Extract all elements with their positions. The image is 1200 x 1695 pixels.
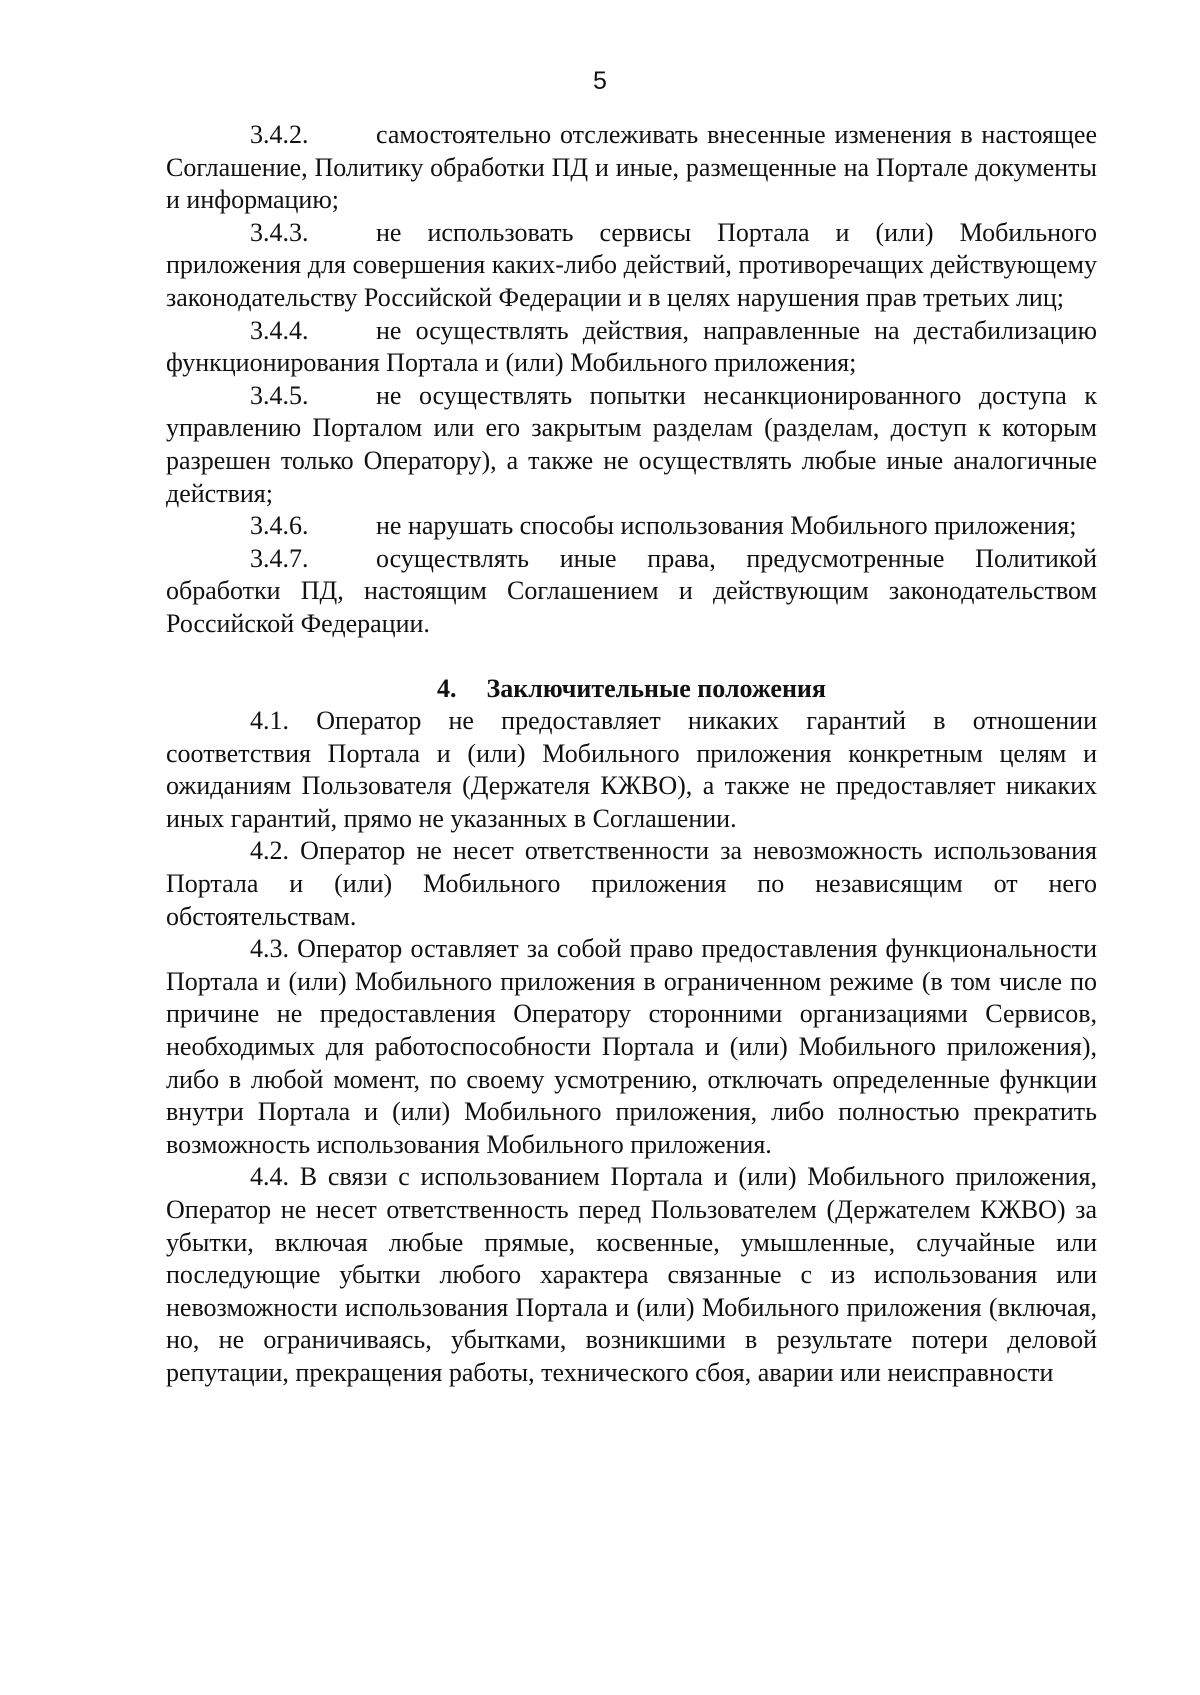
section-number: 4. xyxy=(437,673,457,703)
clause-text: не использовать сервисы Портала и (или) Мобильного приложения для совершения каких-либо действий, противоречащих действующему законодательству Российской Федерации и в целях нарушения прав третьих лиц; xyxy=(166,217,1097,312)
clause-number: 3.4.5. xyxy=(250,380,309,410)
section-title: Заключительные положения xyxy=(486,673,826,703)
section-heading xyxy=(166,673,1097,706)
clause-3-4-5 xyxy=(166,380,1097,510)
clause-4-2: 4.2. Оператор не несет ответственности за невозможность использования Портала и (или) Мобильного приложения по независящим от него обстоятельствам. xyxy=(166,836,1097,931)
clause-4-3: 4.3. Оператор оставляет за собой право предоставления функциональности Портала и (или) Мобильного приложения в ограниченном режиме (в том числе по причине не предоставления Оператору сторонними организациями Сервисов, необходимых для работоспособности Портала и (или) Мобильного приложения), либо в любой момент, по своему усмотрению, отключать определенные функции внутри Портала и (или) Мобильного приложения, либо полностью прекратить возможность использования Мобильного приложения. xyxy=(166,934,1097,1159)
clause-number: 3.4.2. xyxy=(250,120,309,149)
clause-3-4-6 xyxy=(166,510,1097,543)
clause-text: не осуществлять действия, направленные на дестабилизацию функционирования Портала и (или) Мобильного приложения; xyxy=(166,315,1097,378)
clause-3-4-7 xyxy=(166,543,1097,641)
clause-number: 3.4.6. xyxy=(250,511,309,541)
clause-text: не осуществлять попытки несанкционированного доступа к управлению Порталом или его закрытым разделам (разделам, доступ к которым разрешен только Оператору), а также не осуществлять любые иные аналогичные действия; xyxy=(166,380,1097,508)
clause-4-4: 4.4. В связи с использованием Портала и (или) Мобильного приложения, Оператор не несет ответственность перед Пользователем (Держателем КЖВО) за убытки, включая любые прямые, косвенные, умышленные, случайные или последующие убытки любого характера связанные с из использования или невозможности использования Портала и (или) Мобильного приложения (включая, но, не ограничиваясь, убытками, возникшими в результате потери деловой репутации, прекращения работы, технического сбоя, аварии или неисправности xyxy=(166,1162,1097,1387)
clause-number: 3.4.3. xyxy=(250,217,309,247)
clause-text: не нарушать способы использования Мобильного приложения; xyxy=(376,511,1077,541)
clause-number: 3.4.7. xyxy=(250,543,309,573)
clause-3-4-2 xyxy=(166,119,1097,217)
clause-text: самостоятельно отслеживать внесенные изменения в настоящее Соглашение, Политику обработки ПД и иные, размещенные на Портале документы и информацию; xyxy=(166,120,1097,215)
document-body xyxy=(166,119,1097,1390)
clause-3-4-3 xyxy=(166,217,1097,315)
clause-4-1: 4.1. Оператор не предоставляет никаких гарантий в отношении соответствия Портала и (или) Мобильного приложения конкретным целям и ожиданиям Пользователя (Держателя КЖВО), а также не предоставляет никаких иных гарантий, прямо не указанных в Соглашении. xyxy=(166,706,1097,833)
clause-number: 3.4.4. xyxy=(250,315,309,345)
clause-text: осуществлять иные права, предусмотренные Политикой обработки ПД, настоящим Соглашением и действующим законодательством Российской Федерации. xyxy=(166,543,1097,638)
page-number: 5 xyxy=(593,67,607,95)
clause-3-4-4 xyxy=(166,315,1097,380)
